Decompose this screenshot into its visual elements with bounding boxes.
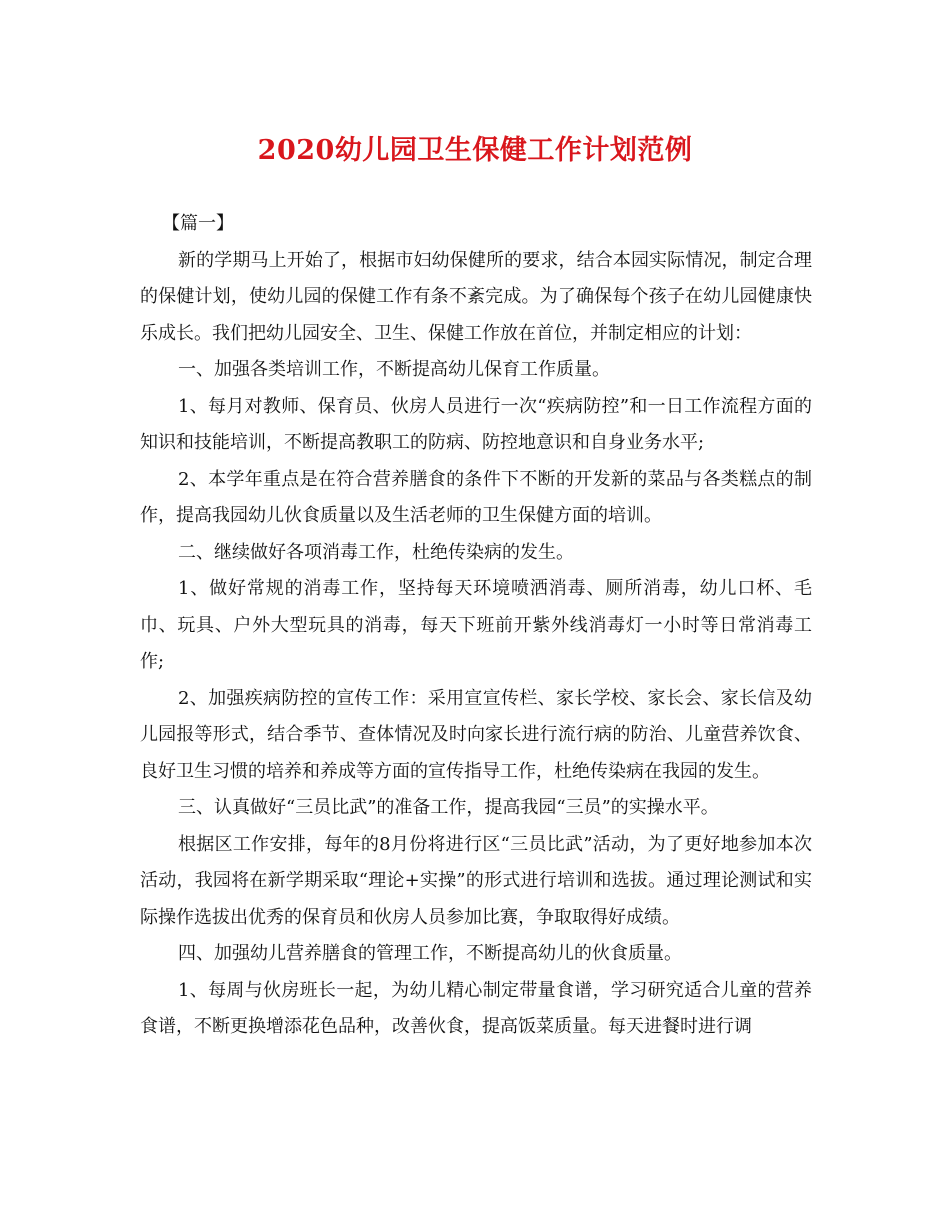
document-body [140,206,812,1046]
section-tag: 【篇一】 [162,213,234,234]
heading-training: 一、加强各类培训工作，不断提高幼儿保育工作质量。 [178,359,610,380]
paragraph-competition: 根据区工作安排，每年的8月份将进行区“三员比武”活动，为了更好地参加本次活动，我园将在新学期采取“理论+实操”的形式进行培训和选拔。通过理论测试和实际操作选拔出优秀的保育员和伙房人员参加比赛，争取取得好成绩。 [140,833,812,928]
paragraph-disinfection-2: 2、加强疾病防控的宣传工作：采用宣宣传栏、家长学校、家长会、家长信及幼儿园报等形式，结合季节、查体情况及时向家长进行流行病的防治、儿童营养饮食、良好卫生习惯的培养和养成等方面的宣传指导工作，杜绝传染病在我园的发生。 [140,687,812,782]
heading-disinfection: 二、继续做好各项消毒工作，杜绝传染病的发生。 [178,541,574,563]
paragraph-training-2: 2、本学年重点是在符合营养膳食的条件下不断的开发新的菜品与各类糕点的制作，提高我园幼儿伙食质量以及生活老师的卫生保健方面的培训。 [140,468,812,526]
heading-competition: 三、认真做好“三员比武”的准备工作，提高我园“三员”的实操水平。 [178,797,719,818]
paragraph-disinfection-1: 1、做好常规的消毒工作，坚持每天环境喷洒消毒、厕所消毒，幼儿口杯、毛巾、玩具、户外大型玩具的消毒，每天下班前开紫外线消毒灯一小时等日常消毒工作; [140,578,812,672]
paragraph-intro: 新的学期马上开始了，根据市妇幼保健所的要求，结合本园实际情况，制定合理的保健计划，使幼儿园的保健工作有条不紊完成。为了确保每个孩子在幼儿园健康快乐成长。我们把幼儿园安全、卫生、保健工作放在首位，并制定相应的计划： [140,249,812,344]
heading-nutrition: 四、加强幼儿营养膳食的管理工作，不断提高幼儿的伙食质量。 [178,943,682,964]
paragraph-nutrition-1: 1、每周与伙房班长一起，为幼儿精心制定带量食谱，学习研究适合儿童的营养食谱，不断更换增添花色品种，改善伙食，提高饭菜质量。每天进餐时进行调 [140,979,812,1037]
paragraph-training-1: 1、每月对教师、保育员、伙房人员进行一次“疾病防控”和一日工作流程方面的知识和技能培训，不断提高教职工的防病、防控地意识和自身业务水平; [140,395,812,453]
document-title: 2020幼儿园卫生保健工作计划范例 [257,135,693,166]
